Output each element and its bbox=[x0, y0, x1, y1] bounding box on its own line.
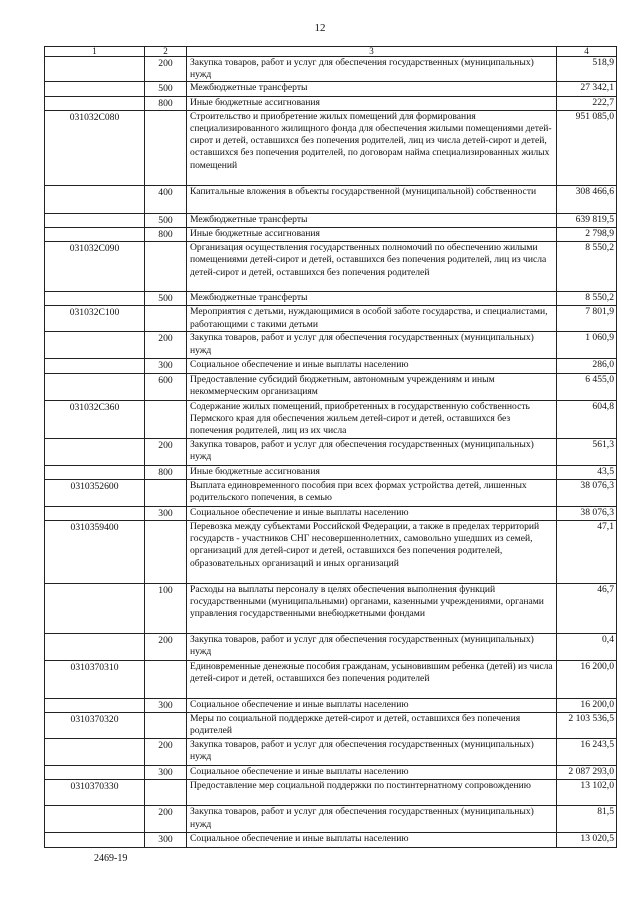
page-number: 12 bbox=[314, 22, 326, 34]
table-row bbox=[45, 584, 617, 634]
row-expense-type bbox=[145, 110, 187, 185]
row-name: Мероприятия с детьми, нуждающимися в особой заботе государства, и специалистами, работающими с такими детьми bbox=[187, 306, 557, 332]
row-expense-type bbox=[145, 661, 187, 699]
row-code bbox=[45, 213, 145, 227]
table-row bbox=[45, 96, 617, 110]
row-name: Социальное обеспечение и иные выплаты населению bbox=[187, 833, 557, 847]
row-name: Закупка товаров, работ и услуг для обеспечения государственных (муниципальных) нужд bbox=[187, 739, 557, 766]
row-amount: 13 020,5 bbox=[557, 833, 617, 847]
row-name: Закупка товаров, работ и услуг для обеспечения государственных (муниципальных) нужд bbox=[187, 806, 557, 833]
row-amount: 518,9 bbox=[557, 57, 617, 82]
row-code bbox=[45, 699, 145, 713]
row-code: 0310370320 bbox=[45, 713, 145, 739]
row-code bbox=[45, 359, 145, 373]
row-amount: 286,0 bbox=[557, 359, 617, 373]
row-code bbox=[45, 806, 145, 833]
row-expense-type: 600 bbox=[145, 373, 187, 400]
row-name: Меры по социальной поддержке детей-сирот и детей, оставшихся без попечения родителей bbox=[187, 713, 557, 739]
header-col-3: 3 bbox=[187, 47, 557, 57]
row-code: 031032С090 bbox=[45, 242, 145, 292]
table-row bbox=[45, 739, 617, 766]
row-expense-type: 300 bbox=[145, 359, 187, 373]
row-amount: 2 087 293,0 bbox=[557, 766, 617, 780]
row-amount: 308 466,6 bbox=[557, 185, 617, 213]
table-row bbox=[45, 833, 617, 847]
row-expense-type bbox=[145, 479, 187, 506]
row-expense-type: 300 bbox=[145, 506, 187, 520]
row-name: Перевозка между субъектами Российской Федерации, а также в пределах территорий государств - участников СНГ несовершеннолетних, самовольно ушедших из семей, организаций для детей-сирот и детей, оставшихся без попечения родителей, образовательных организаций и иных организаций bbox=[187, 521, 557, 584]
table-row bbox=[45, 634, 617, 661]
table-row bbox=[45, 242, 617, 292]
row-name: Межбюджетные трансферты bbox=[187, 213, 557, 227]
row-expense-type: 800 bbox=[145, 465, 187, 479]
table-row bbox=[45, 185, 617, 213]
row-amount: 0,4 bbox=[557, 634, 617, 661]
row-name: Расходы на выплаты персоналу в целях обеспечения выполнения функций государственными (муниципальными) органами, казенными учреждениями, органами управления государственными внебюджетными фондами bbox=[187, 584, 557, 634]
table-row bbox=[45, 661, 617, 699]
row-expense-type bbox=[145, 242, 187, 292]
footer-code: 2469-19 bbox=[94, 853, 128, 864]
row-name: Закупка товаров, работ и услуг для обеспечения государственных (муниципальных) нужд bbox=[187, 332, 557, 359]
row-amount: 38 076,3 bbox=[557, 506, 617, 520]
row-expense-type: 300 bbox=[145, 833, 187, 847]
row-code bbox=[45, 185, 145, 213]
row-expense-type bbox=[145, 400, 187, 438]
row-expense-type: 300 bbox=[145, 699, 187, 713]
row-amount: 16 200,0 bbox=[557, 661, 617, 699]
row-amount: 6 455,0 bbox=[557, 373, 617, 400]
row-expense-type: 100 bbox=[145, 584, 187, 634]
table-row bbox=[45, 332, 617, 359]
row-name: Закупка товаров, работ и услуг для обеспечения государственных (муниципальных) нужд bbox=[187, 634, 557, 661]
row-code bbox=[45, 833, 145, 847]
header-col-4: 4 bbox=[557, 47, 617, 57]
row-name: Иные бюджетные ассигнования bbox=[187, 228, 557, 242]
row-name: Строительство и приобретение жилых помещений для формирования специализированного жилищного фонда для обеспечения жилыми помещениями детей-сирот и детей, оставшихся без попечения родителей, лиц из числа детей-сирот и детей, оставшихся без попечения родителей, по договорам найма специализированных жилых помещений bbox=[187, 110, 557, 185]
row-expense-type: 300 bbox=[145, 766, 187, 780]
table-row bbox=[45, 82, 617, 96]
row-code: 031032С080 bbox=[45, 110, 145, 185]
row-expense-type bbox=[145, 780, 187, 806]
row-expense-type bbox=[145, 713, 187, 739]
table-row bbox=[45, 373, 617, 400]
row-name: Социальное обеспечение и иные выплаты населению bbox=[187, 506, 557, 520]
row-expense-type: 500 bbox=[145, 213, 187, 227]
row-amount: 81,5 bbox=[557, 806, 617, 833]
row-name: Предоставление субсидий бюджетным, автономным учреждениям и иным некоммерческим организациям bbox=[187, 373, 557, 400]
row-code bbox=[45, 584, 145, 634]
table-row bbox=[45, 228, 617, 242]
row-name: Социальное обеспечение и иные выплаты населению bbox=[187, 699, 557, 713]
table-row bbox=[45, 766, 617, 780]
budget-table bbox=[44, 46, 617, 848]
row-expense-type: 200 bbox=[145, 57, 187, 82]
row-name: Межбюджетные трансферты bbox=[187, 82, 557, 96]
table-row bbox=[45, 292, 617, 306]
table-row bbox=[45, 479, 617, 506]
row-code bbox=[45, 332, 145, 359]
row-expense-type: 200 bbox=[145, 806, 187, 833]
row-name: Выплата единовременного пособия при всех формах устройства детей, лишенных родительского попечения, в семью bbox=[187, 479, 557, 506]
row-code: 0310352600 bbox=[45, 479, 145, 506]
row-code bbox=[45, 82, 145, 96]
row-name: Содержание жилых помещений, приобретенных в государственную собственность Пермского края для обеспечения жильем детей-сирот и детей, оставшихся без попечения родителей, лиц из их числа bbox=[187, 400, 557, 438]
row-amount: 951 085,0 bbox=[557, 110, 617, 185]
row-expense-type: 200 bbox=[145, 332, 187, 359]
row-amount: 222,7 bbox=[557, 96, 617, 110]
row-code bbox=[45, 465, 145, 479]
row-name: Иные бюджетные ассигнования bbox=[187, 96, 557, 110]
row-amount: 27 342,1 bbox=[557, 82, 617, 96]
table-row bbox=[45, 438, 617, 465]
row-code bbox=[45, 292, 145, 306]
row-amount: 1 060,9 bbox=[557, 332, 617, 359]
table-row bbox=[45, 780, 617, 806]
header-col-2: 2 bbox=[145, 47, 187, 57]
table-row bbox=[45, 713, 617, 739]
row-code bbox=[45, 96, 145, 110]
table-header-row bbox=[45, 47, 617, 57]
row-amount: 604,8 bbox=[557, 400, 617, 438]
row-amount: 16 200,0 bbox=[557, 699, 617, 713]
row-name: Капитальные вложения в объекты государственной (муниципальной) собственности bbox=[187, 185, 557, 213]
row-amount: 47,1 bbox=[557, 521, 617, 584]
row-amount: 8 550,2 bbox=[557, 242, 617, 292]
row-expense-type bbox=[145, 306, 187, 332]
row-code bbox=[45, 506, 145, 520]
table-row bbox=[45, 699, 617, 713]
row-code: 0310359400 bbox=[45, 521, 145, 584]
table-row bbox=[45, 57, 617, 82]
row-amount: 7 801,9 bbox=[557, 306, 617, 332]
row-amount: 43,5 bbox=[557, 465, 617, 479]
row-expense-type: 200 bbox=[145, 634, 187, 661]
row-code bbox=[45, 438, 145, 465]
row-expense-type bbox=[145, 521, 187, 584]
table-row bbox=[45, 806, 617, 833]
row-code bbox=[45, 373, 145, 400]
table-row bbox=[45, 521, 617, 584]
row-name: Предоставление мер социальной поддержки по постинтернатному сопровождению bbox=[187, 780, 557, 806]
row-expense-type: 800 bbox=[145, 96, 187, 110]
row-name: Единовременные денежные пособия гражданам, усыновившим ребенка (детей) из числа детей-сирот и детей, оставшихся без попечения родителей bbox=[187, 661, 557, 699]
row-name: Организация осуществления государственных полномочий по обеспечению жилыми помещениями детей-сирот и детей, оставшихся без попечения родителей, лиц из числа детей-сирот и детей, оставшихся без попечения родителей bbox=[187, 242, 557, 292]
row-expense-type: 200 bbox=[145, 438, 187, 465]
header-col-1: 1 bbox=[45, 47, 145, 57]
table-row bbox=[45, 213, 617, 227]
row-name: Социальное обеспечение и иные выплаты населению bbox=[187, 359, 557, 373]
row-name: Закупка товаров, работ и услуг для обеспечения государственных (муниципальных) нужд bbox=[187, 57, 557, 82]
table-row bbox=[45, 359, 617, 373]
row-code bbox=[45, 634, 145, 661]
table-row bbox=[45, 306, 617, 332]
row-expense-type: 400 bbox=[145, 185, 187, 213]
row-code bbox=[45, 57, 145, 82]
row-amount: 38 076,3 bbox=[557, 479, 617, 506]
row-amount: 13 102,0 bbox=[557, 780, 617, 806]
row-name: Иные бюджетные ассигнования bbox=[187, 465, 557, 479]
table-row bbox=[45, 465, 617, 479]
row-code bbox=[45, 766, 145, 780]
row-amount: 8 550,2 bbox=[557, 292, 617, 306]
table-row bbox=[45, 110, 617, 185]
row-code bbox=[45, 228, 145, 242]
row-code: 031032С100 bbox=[45, 306, 145, 332]
row-code bbox=[45, 739, 145, 766]
row-amount: 2 798,9 bbox=[557, 228, 617, 242]
table-row bbox=[45, 400, 617, 438]
table-row bbox=[45, 506, 617, 520]
row-expense-type: 500 bbox=[145, 292, 187, 306]
row-name: Закупка товаров, работ и услуг для обеспечения государственных (муниципальных) нужд bbox=[187, 438, 557, 465]
row-amount: 2 103 536,5 bbox=[557, 713, 617, 739]
row-name: Социальное обеспечение и иные выплаты населению bbox=[187, 766, 557, 780]
row-code: 0310370330 bbox=[45, 780, 145, 806]
row-expense-type: 200 bbox=[145, 739, 187, 766]
row-amount: 46,7 bbox=[557, 584, 617, 634]
row-amount: 16 243,5 bbox=[557, 739, 617, 766]
row-amount: 561,3 bbox=[557, 438, 617, 465]
row-expense-type: 800 bbox=[145, 228, 187, 242]
row-code: 031032С360 bbox=[45, 400, 145, 438]
row-amount: 639 819,5 bbox=[557, 213, 617, 227]
row-name: Межбюджетные трансферты bbox=[187, 292, 557, 306]
row-expense-type: 500 bbox=[145, 82, 187, 96]
row-code: 0310370310 bbox=[45, 661, 145, 699]
